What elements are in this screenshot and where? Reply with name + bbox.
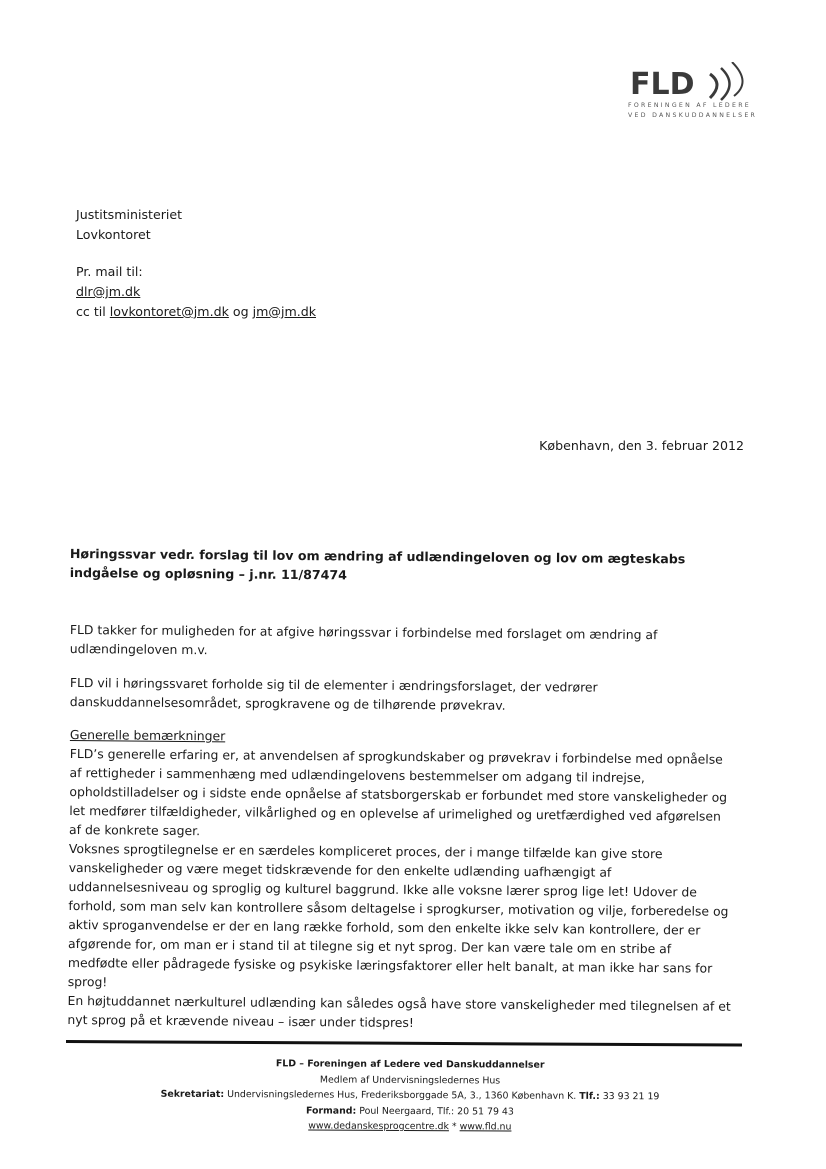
recipient-block xyxy=(76,205,182,245)
footer-divider xyxy=(66,1040,742,1047)
recipient-line-1: Justitsministeriet xyxy=(76,207,183,222)
section-paragraph-2: Voksnes sprogtilegnelse er en særdeles kompliceret proces, der i mange tilfælde kan give store vanskeligheder og være meget tidskrævende for den enkelte udlænding uafhængigt af uddannelsesniveau og sproglig og kulturel baggrund. Ikke alle voksne lærer sprog lige let! Udover de forhold, som man selv kan kontrollere såsom deltagelse i sprogkurser, motivation og vilje, forberedelse og aktiv sproganvendelse er der en lang række forhold, som den enkelte ikke selv kan kontrollere, der er afgørende for, om man er i stand til at tilegne sig et nyt sprog. Der kan være tale om en stribe af medfødte eller pådragede fysiske og psykiske læringsfaktorer eller helt banalt, at man ikke har sans for sprog! xyxy=(67,840,729,990)
cc-join: og xyxy=(228,304,253,319)
website-link-2[interactable]: www.fld.nu xyxy=(459,1121,512,1133)
intro-text-2: FLD vil i høringssvaret forholde sig til de elementer i ændringsforslaget, der vedrører danskuddannelsesområdet, sprogkravene og de tilhørende prøvekrav. xyxy=(69,674,598,713)
letter-footer xyxy=(60,1055,760,1136)
mail-cc-link-2[interactable]: jm@jm.dk xyxy=(252,304,317,319)
footer-web xyxy=(60,1117,760,1136)
cc-prefix: cc til xyxy=(76,304,110,319)
footer-member: Medlem af Undervisningsledernes Hus xyxy=(319,1074,501,1086)
mail-block xyxy=(76,262,316,322)
secretariat-address: Undervisningsledernes Hus, Frederiksborggade 5A, 3., 1360 København K. xyxy=(224,1089,580,1102)
logo-tagline-2: VED DANSKUDDANNELSER xyxy=(628,112,758,119)
fld-logo xyxy=(624,48,784,128)
intro-text-1: FLD takker for muligheden for at afgive høringssvar i forbindelse med forslaget om ændring af udlændingeloven m.v. xyxy=(69,621,658,658)
letter-subject: Høringssvar vedr. forslag til lov om ændring af udlændingeloven og lov om ægteskabs indgåelse og opløsning – j.nr. 11/87474 xyxy=(69,545,686,583)
website-link-1[interactable]: www.dedanskesprogcentre.dk xyxy=(308,1120,449,1133)
mail-primary-link[interactable]: dlr@jm.dk xyxy=(76,284,141,299)
section-paragraph-3: En højtuddannet nærkulturel udlænding kan således også have store vanskeligheder med tilegnelsen af et nyt sprog på et krævende niveau – især under tidspres! xyxy=(67,992,731,1031)
logo-tagline-1: FORENINGEN AF LEDERE xyxy=(628,102,752,109)
recipient-line-2: Lovkontoret xyxy=(76,227,151,242)
phone-number: 33 93 21 19 xyxy=(599,1090,660,1103)
mail-cc-link-1[interactable]: lovkontoret@jm.dk xyxy=(109,304,229,319)
footer-org: FLD – Foreningen af Ledere ved Danskuddannelser xyxy=(275,1058,545,1071)
chair-label: Formand: xyxy=(305,1104,357,1117)
intro-paragraph-1 xyxy=(70,620,734,664)
intro-paragraph-2 xyxy=(70,673,734,717)
phone-label: Tlf.: xyxy=(579,1090,600,1102)
general-remarks-section xyxy=(67,725,734,1035)
logo-text: FLD xyxy=(630,67,695,102)
section-paragraph-1: FLD’s generelle erfaring er, at anvendelsen af sprogkundskaber og prøvekrav i forbindelse med opnåelse af rettigheder i sammenhæng med udlændingelovens bestemmelser om adgang til indrejse, opholdstilladelser og i sidste ende opnåelse af statsborgerskab er forbundet med store vanskeligheder og let medfører tilfældigheder, vilkårlighed og en oplevelse af urimelighed og uretfærdighed ved afgørelsen af de konkrete sager. xyxy=(69,745,728,839)
fld-logo-mark xyxy=(628,62,758,102)
mail-label: Pr. mail til: xyxy=(76,264,143,279)
web-separator: * xyxy=(448,1121,460,1133)
section-heading: Generelle bemærkninger xyxy=(69,726,226,744)
mail-cc-line xyxy=(76,302,316,322)
chair-name: Poul Neergaard, Tlf.: 20 51 79 43 xyxy=(356,1105,514,1118)
letter-date: København, den 3. februar 2012 xyxy=(539,438,744,453)
secretariat-label: Sekretariat: xyxy=(160,1088,225,1101)
